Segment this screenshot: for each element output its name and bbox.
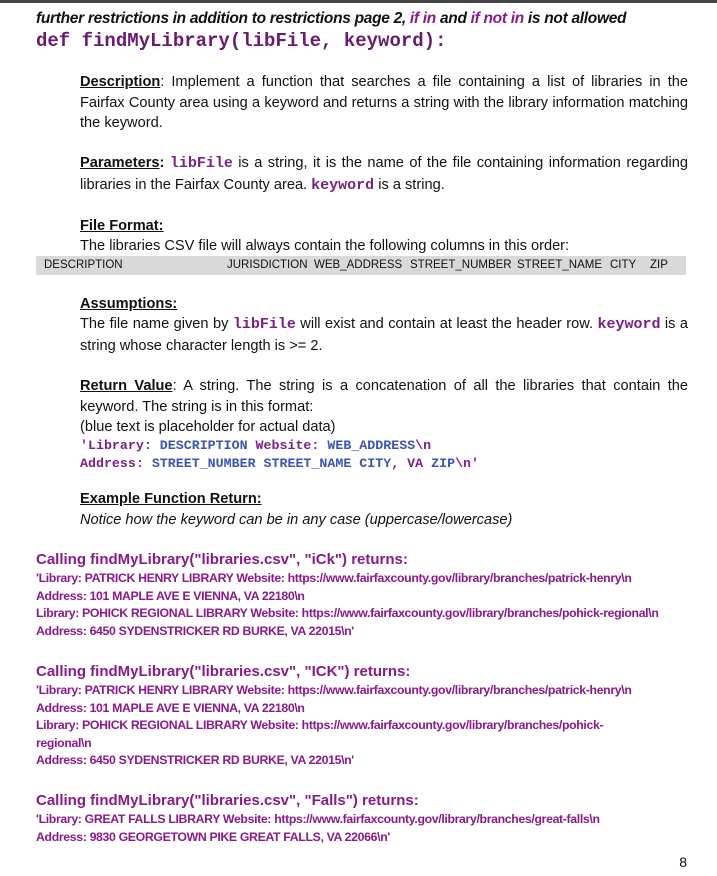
example-heading — [80, 489, 688, 510]
example-output-line: Library: POHICK REGIONAL LIBRARY Website: https://www.fairfaxcounty.gov/library/branches/pohick-regional\n — [36, 606, 659, 620]
description-heading: Description — [80, 74, 161, 90]
assumptions-heading-text: Assumptions: — [80, 296, 178, 312]
fmt-literal: \n' — [455, 456, 480, 471]
fmt-placeholder: WEB_ADDRESS — [327, 438, 416, 453]
assumptions-text-part: The file name given by — [80, 316, 233, 332]
column-jurisdiction: JURISDICTION — [227, 259, 308, 271]
fmt-literal: , VA — [391, 456, 432, 471]
column-description: DESCRIPTION — [44, 259, 123, 271]
example-output-line: Address: 101 MAPLE AVE E VIENNA, VA 22180\n — [36, 588, 305, 603]
fmt-literal: 'Library: — [80, 438, 160, 453]
return-format-line-1 — [80, 438, 431, 453]
restriction-text: and — [435, 10, 471, 27]
file-format-heading-text: File Format: — [80, 218, 164, 234]
param-keyword: keyword — [311, 176, 375, 194]
column-street-number: STREET_NUMBER — [410, 259, 512, 271]
description-text: : Implement a function that searches a file containing a list of libraries in the Fairfax County area using a keyword and returns a string with the library information matching the keyword. — [80, 74, 688, 131]
example-output-line: Address: 9830 GEORGETOWN PIKE GREAT FALLS, VA 22066\n' — [36, 829, 390, 844]
param-libfile: libFile — [169, 155, 233, 172]
example-output-line: 'Library: PATRICK HENRY LIBRARY Website: https://www.fairfaxcounty.gov/library/branches/patrick-henry\n — [36, 683, 632, 697]
example-call: Calling findMyLibrary("libraries.csv", "ICK") returns: — [36, 663, 411, 680]
return-value-text: : A string. The string is a concatenation of all the libraries that contain the keyword. The string is in this format: — [80, 378, 688, 415]
example-2 — [36, 662, 696, 770]
column-street-name: STREET_NAME — [517, 259, 602, 271]
assumptions-heading — [80, 294, 688, 315]
description-section — [80, 72, 688, 134]
restrictions-note — [36, 10, 626, 28]
example-3 — [36, 791, 696, 846]
parameters-text: is a string, it is the name of the file containing information regarding libraries in the Fairfax County area. — [80, 155, 688, 193]
example-call: Calling findMyLibrary("libraries.csv", "Falls") returns: — [36, 792, 419, 809]
example-1 — [36, 550, 696, 640]
page-number: 8 — [679, 854, 687, 870]
column-city: CITY — [610, 259, 637, 271]
parameters-heading: Parameters — [80, 155, 160, 171]
restriction-keyword-if-not-in: if not in — [470, 10, 524, 27]
example-output-line: Library: POHICK REGIONAL LIBRARY Website: https://www.fairfaxcounty.gov/library/branches/pohick- — [36, 718, 604, 732]
example-output-line: Address: 6450 SYDENSTRICKER RD BURKE, VA 22015\n' — [36, 623, 354, 638]
fmt-literal: Address: — [80, 456, 152, 471]
return-value-heading: Return Value — [80, 378, 173, 394]
csv-columns-band — [36, 256, 686, 275]
fmt-placeholder: DESCRIPTION — [159, 438, 248, 453]
assumption-libfile: libFile — [232, 316, 296, 333]
parameters-text: is a string. — [374, 176, 445, 193]
parameters-colon: : — [159, 155, 165, 171]
example-call: Calling findMyLibrary("libraries.csv", "iCk") returns: — [36, 551, 408, 568]
restriction-keyword-if-in: if in — [409, 10, 436, 27]
assumptions-text-part: will exist and contain at least the header row. — [295, 316, 598, 332]
fmt-placeholder: STREET_NUMBER STREET_NAME CITY — [151, 456, 392, 471]
example-output-line: 'Library: PATRICK HENRY LIBRARY Website: https://www.fairfaxcounty.gov/library/branches/patrick-henry\n — [36, 571, 632, 585]
return-value-section — [80, 376, 688, 417]
restriction-text: further restrictions in addition to restrictions page 2, — [36, 10, 410, 27]
return-value-note: (blue text is placeholder for actual data) — [80, 419, 336, 435]
file-format-heading — [80, 216, 688, 237]
example-output-line: Address: 6450 SYDENSTRICKER RD BURKE, VA 22015\n' — [36, 753, 354, 767]
column-web-address: WEB_ADDRESS — [314, 259, 403, 271]
example-note: Notice how the keyword can be in any case (uppercase/lowercase) — [80, 512, 513, 528]
restriction-text: is not allowed — [523, 10, 627, 27]
file-format-text: The libraries CSV file will always contain the following columns in this order: — [80, 238, 570, 254]
example-output-line: regional\n — [36, 735, 92, 750]
assumption-keyword: keyword — [597, 316, 661, 333]
assumptions-text — [80, 314, 688, 356]
parameters-section — [80, 153, 688, 196]
fmt-literal: Website: — [247, 438, 328, 453]
top-rule — [0, 0, 717, 3]
example-output-line: Address: 101 MAPLE AVE E VIENNA, VA 22180\n — [36, 700, 305, 715]
fmt-literal: \n — [415, 438, 432, 453]
function-signature: def findMyLibrary(libFile, keyword): — [36, 30, 447, 52]
return-format-line-2 — [80, 456, 479, 471]
example-output-line: 'Library: GREAT FALLS LIBRARY Website: https://www.fairfaxcounty.gov/library/branches/great-falls\n — [36, 812, 600, 826]
fmt-placeholder: ZIP — [431, 456, 456, 471]
column-zip: ZIP — [650, 259, 668, 271]
example-heading-text: Example Function Return: — [80, 491, 262, 507]
assumptions-text-part: is a string whose character length is >= 2. — [80, 316, 689, 354]
